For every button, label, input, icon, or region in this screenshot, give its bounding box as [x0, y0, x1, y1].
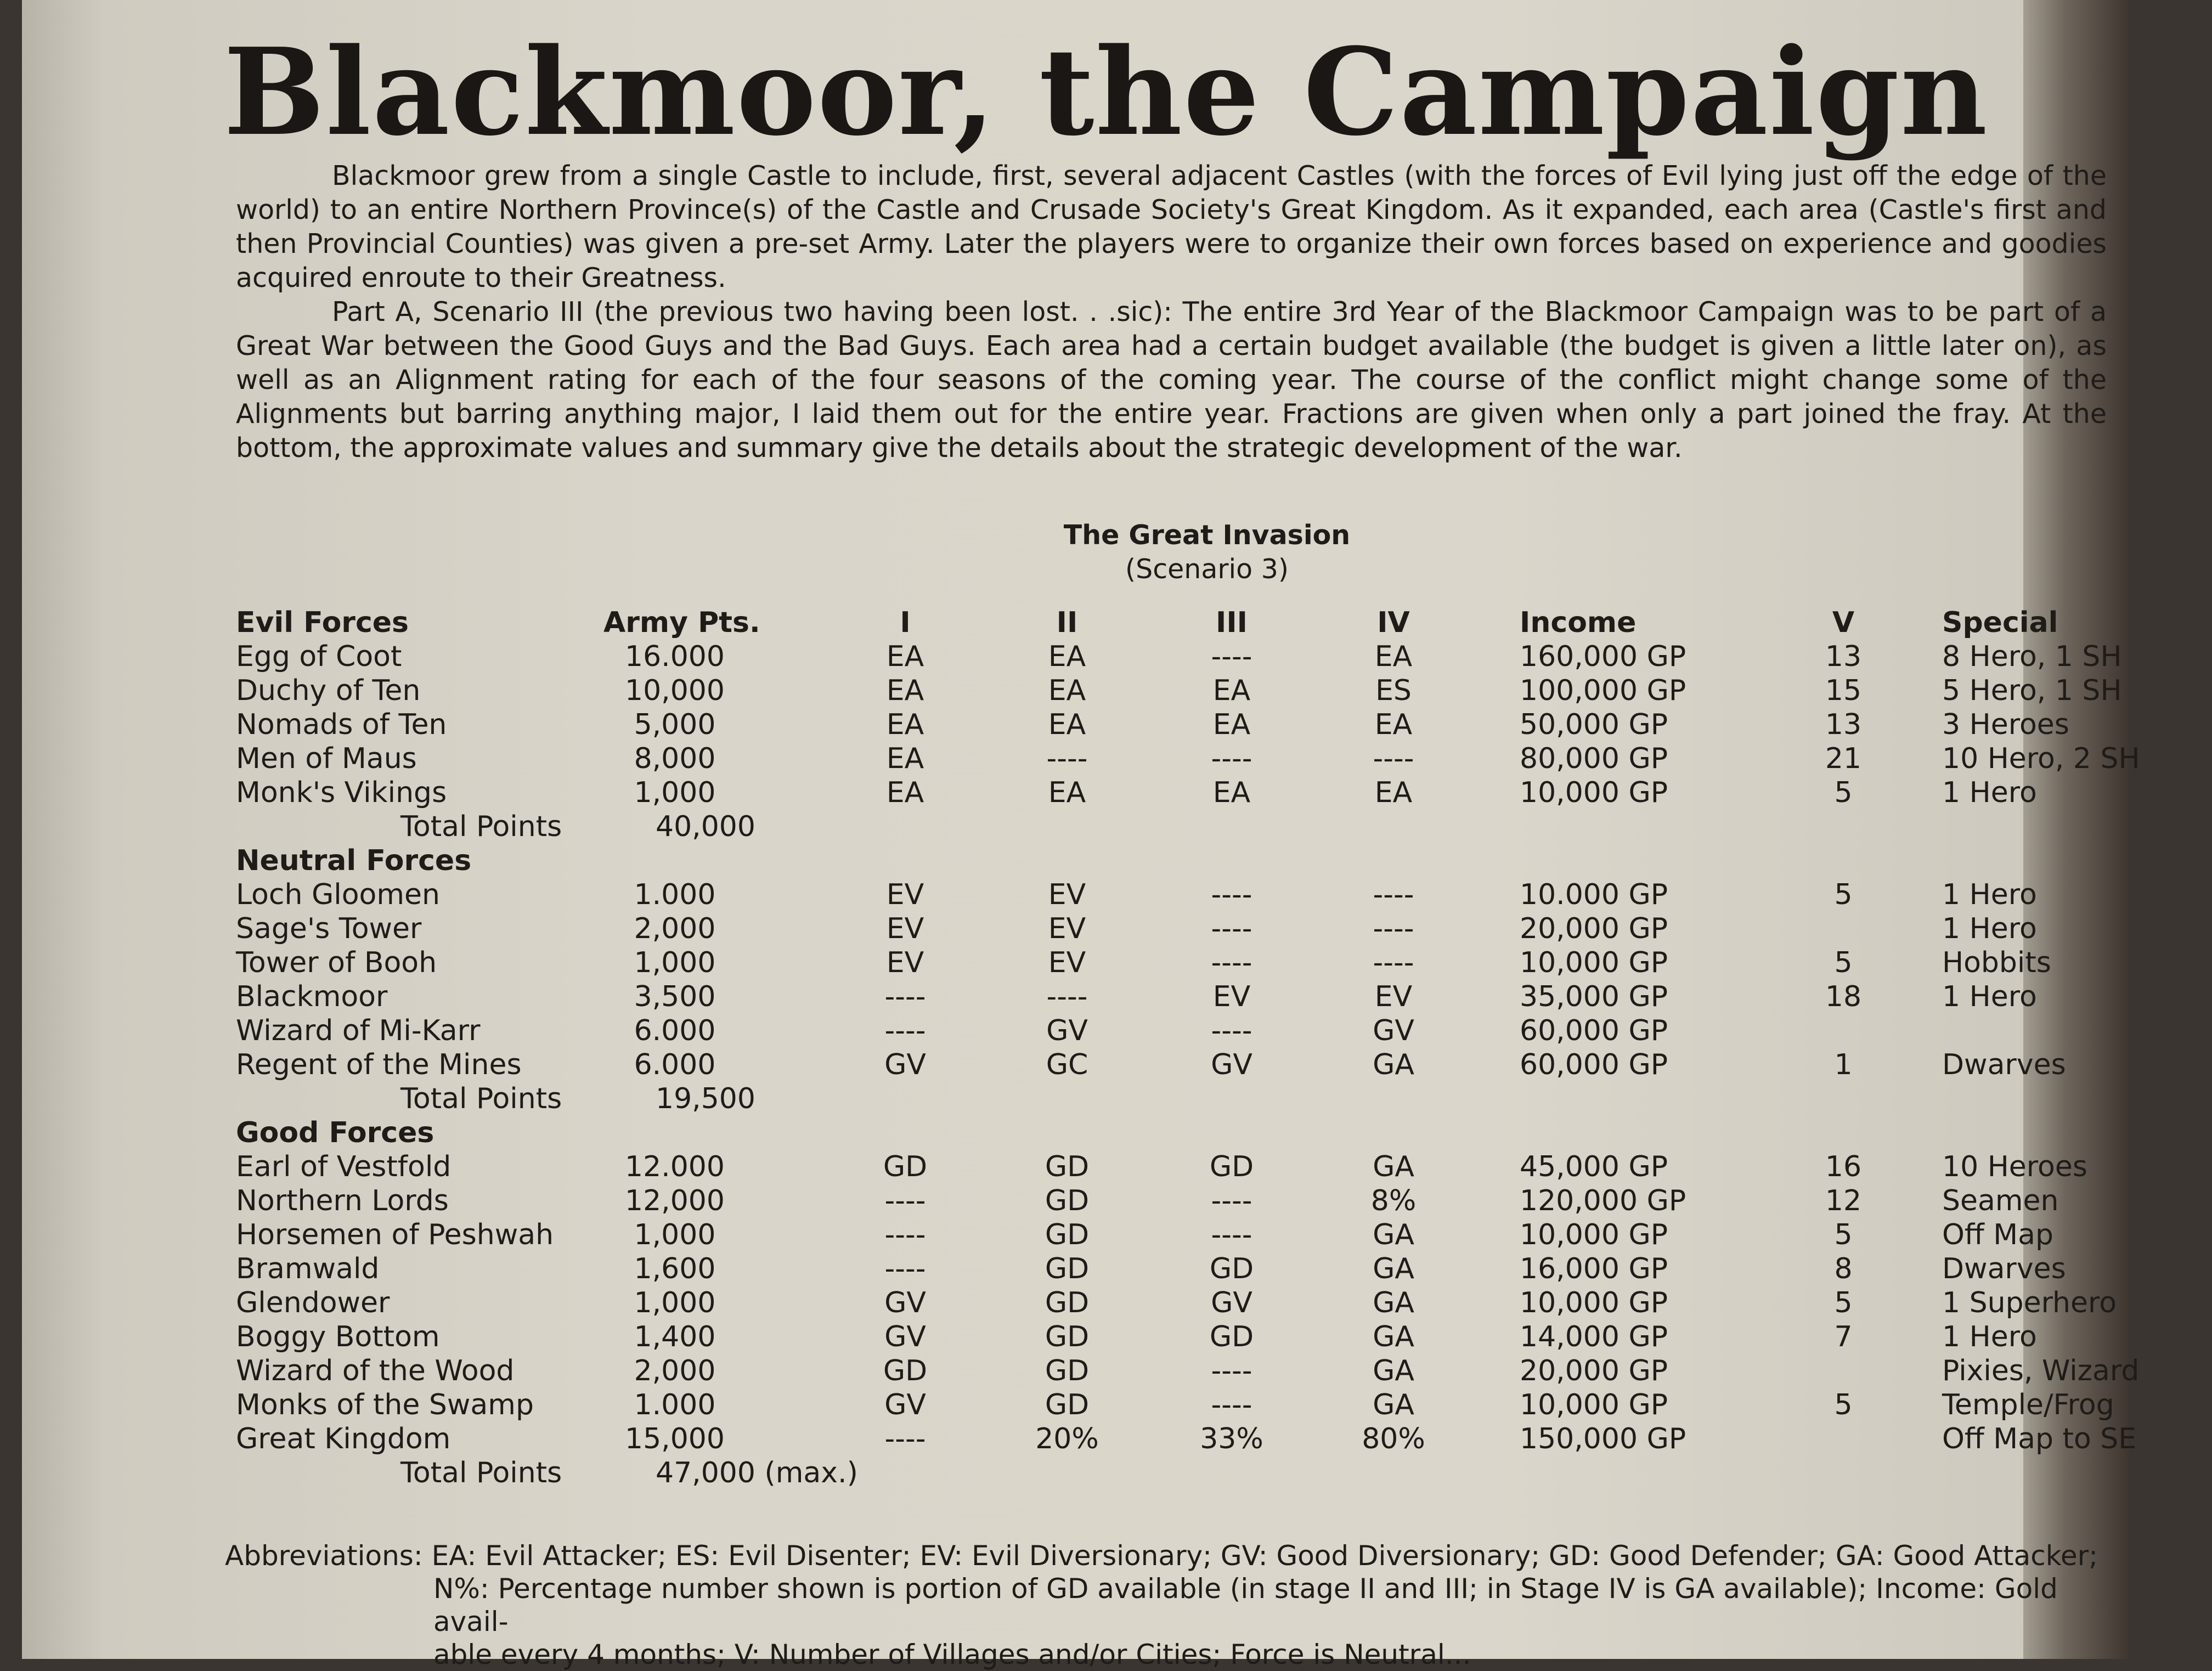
- cell-v: 13: [1825, 708, 1862, 741]
- cell-s2: 20%: [1035, 1422, 1099, 1455]
- cell-s2: GD: [1045, 1150, 1090, 1183]
- cell-s3: ----: [1211, 1388, 1252, 1421]
- cell-income: 80,000 GP: [1520, 742, 1668, 775]
- cell-income: 120,000 GP: [1520, 1184, 1686, 1217]
- cell-s3: ----: [1211, 912, 1252, 945]
- cell-army: 10,000: [625, 674, 725, 707]
- total-value: 19,500: [656, 1082, 755, 1115]
- cell-s4: GA: [1373, 1286, 1414, 1319]
- cell-name: Egg of Coot: [236, 640, 402, 673]
- cell-army: 1.000: [634, 1388, 716, 1421]
- cell-army: 5,000: [634, 708, 716, 741]
- cell-v: 7: [1834, 1320, 1853, 1353]
- cell-s3: GD: [1209, 1150, 1254, 1183]
- cell-v: 12: [1825, 1184, 1862, 1217]
- intro-paragraph: Part A, Scenario III (the previous two having been lost. . .sic): The entire 3rd Year of the Blackmoor Campaign was to be part of a Great War between the Good Guys and the Bad Guys. Each area had a certain budget available (the budget is given a little later on), as well as an Alignment rating for each of the four seasons of the coming year. The course of the conflict might change some of the Alignments but barring anything major, I laid them out for the entire year. Fractions are given when only a part joined the fray. At the bottom, the approximate values and summary give the details about the strategic development of the war.: [236, 296, 2107, 464]
- header-s4: IV: [1377, 606, 1410, 639]
- cell-s4: GV: [1373, 1014, 1414, 1047]
- cell-name: Horsemen of Peshwah: [236, 1218, 554, 1251]
- cell-income: 16,000 GP: [1520, 1252, 1668, 1285]
- cell-s4: 80%: [1362, 1422, 1425, 1455]
- cell-name: Boggy Bottom: [236, 1320, 440, 1353]
- cell-s4: EA: [1374, 640, 1413, 673]
- cell-s2: GD: [1045, 1320, 1090, 1353]
- cell-s1: EA: [886, 640, 924, 673]
- cell-s3: ----: [1211, 742, 1252, 775]
- cell-s3: 33%: [1200, 1422, 1263, 1455]
- cell-s3: EA: [1212, 708, 1251, 741]
- cell-special: 1 Hero: [1942, 980, 2037, 1013]
- cell-s2: GD: [1045, 1252, 1090, 1285]
- cell-s4: ----: [1373, 946, 1414, 979]
- cell-s4: ES: [1375, 674, 1412, 707]
- header-v: V: [1832, 606, 1855, 639]
- page-title: Blackmoor, the Campaign: [223, 22, 1989, 162]
- cell-s1: ----: [884, 1422, 926, 1455]
- abbreviations-line: Abbreviations: EA: Evil Attacker; ES: Evil Disenter; EV: Evil Diversionary; GV: Good Diversionary; GD: Good Defender; GA: Good Attacker;: [225, 1540, 2098, 1572]
- cell-s2: EV: [1048, 946, 1086, 979]
- cell-army: 12,000: [625, 1184, 725, 1217]
- cell-s1: ----: [884, 1252, 926, 1285]
- cell-s4: GA: [1373, 1218, 1414, 1251]
- cell-s3: GV: [1211, 1048, 1252, 1081]
- cell-s3: ----: [1211, 1354, 1252, 1387]
- cell-army: 6.000: [634, 1014, 716, 1047]
- cell-special: Hobbits: [1942, 946, 2051, 979]
- header-special: Special: [1942, 606, 2058, 639]
- cell-s4: GA: [1373, 1048, 1414, 1081]
- cell-income: 20,000 GP: [1520, 912, 1668, 945]
- cell-v: 16: [1825, 1150, 1862, 1183]
- header-s2: II: [1056, 606, 1078, 639]
- cell-income: 10,000 GP: [1520, 1286, 1668, 1319]
- header-s3: III: [1215, 606, 1248, 639]
- cell-s1: EA: [886, 708, 924, 741]
- cell-s1: EV: [886, 946, 924, 979]
- header-s1: I: [900, 606, 911, 639]
- cell-s2: EA: [1048, 640, 1086, 673]
- cell-income: 20,000 GP: [1520, 1354, 1668, 1387]
- cell-s2: GD: [1045, 1218, 1090, 1251]
- cell-special: 10 Heroes: [1942, 1150, 2087, 1183]
- cell-s1: EV: [886, 878, 924, 911]
- cell-v: 5: [1834, 776, 1853, 809]
- abbreviations-line: able every 4 months; V: Number of Villages and/or Cities; Force is Neutral...: [433, 1639, 1471, 1670]
- cell-income: 14,000 GP: [1520, 1320, 1668, 1353]
- cell-income: 10,000 GP: [1520, 1388, 1668, 1421]
- cell-s2: GD: [1045, 1388, 1090, 1421]
- cell-name: Great Kingdom: [236, 1422, 451, 1455]
- cell-v: 5: [1834, 1388, 1853, 1421]
- cell-s3: ----: [1211, 1184, 1252, 1217]
- cell-s1: GD: [883, 1150, 928, 1183]
- cell-s3: ----: [1211, 1014, 1252, 1047]
- cell-special: Temple/Frog: [1942, 1388, 2114, 1421]
- cell-s2: EA: [1048, 674, 1086, 707]
- total-value: 40,000: [656, 810, 755, 843]
- cell-s4: GA: [1373, 1320, 1414, 1353]
- cell-s1: GV: [884, 1388, 926, 1421]
- cell-s3: EA: [1212, 674, 1251, 707]
- cell-special: Off Map: [1942, 1218, 2054, 1251]
- cell-s2: GD: [1045, 1354, 1090, 1387]
- cell-s3: ----: [1211, 946, 1252, 979]
- cell-s1: EA: [886, 742, 924, 775]
- cell-army: 1,000: [634, 1286, 716, 1319]
- header-income: Income: [1520, 606, 1637, 639]
- cell-name: Sage's Tower: [236, 912, 422, 945]
- cell-name: Regent of the Mines: [236, 1048, 522, 1081]
- total-label: Total Points: [400, 1082, 562, 1115]
- cell-special: Off Map to SE: [1942, 1422, 2137, 1455]
- cell-s1: GV: [884, 1048, 926, 1081]
- cell-s1: ----: [884, 980, 926, 1013]
- cell-s1: EA: [886, 776, 924, 809]
- cell-income: 35,000 GP: [1520, 980, 1668, 1013]
- cell-s1: ----: [884, 1014, 926, 1047]
- cell-s3: ----: [1211, 1218, 1252, 1251]
- cell-army: 2,000: [634, 1354, 716, 1387]
- cell-special: Dwarves: [1942, 1048, 2066, 1081]
- cell-s3: ----: [1211, 878, 1252, 911]
- cell-v: 21: [1825, 742, 1862, 775]
- cell-army: 15,000: [625, 1422, 725, 1455]
- cell-s1: GD: [883, 1354, 928, 1387]
- cell-v: 5: [1834, 946, 1853, 979]
- cell-s1: EV: [886, 912, 924, 945]
- cell-name: Monks of the Swamp: [236, 1388, 534, 1421]
- cell-s4: GA: [1373, 1354, 1414, 1387]
- cell-army: 12.000: [625, 1150, 725, 1183]
- cell-s1: GV: [884, 1320, 926, 1353]
- cell-s4: EA: [1374, 776, 1413, 809]
- header-army: Army Pts.: [603, 606, 760, 639]
- total-label: Total Points: [400, 1457, 562, 1489]
- section-label: Good Forces: [236, 1116, 435, 1149]
- cell-s3: GD: [1209, 1320, 1254, 1353]
- cell-s2: GC: [1046, 1048, 1088, 1081]
- cell-name: Nomads of Ten: [236, 708, 447, 741]
- cell-s2: ----: [1046, 980, 1088, 1013]
- cell-s4: ----: [1373, 742, 1414, 775]
- cell-special: 5 Hero, 1 SH: [1942, 674, 2122, 707]
- cell-special: 1 Superhero: [1942, 1286, 2117, 1319]
- cell-s4: EV: [1374, 980, 1413, 1013]
- cell-v: 13: [1825, 640, 1862, 673]
- cell-army: 1,000: [634, 776, 716, 809]
- cell-income: 50,000 GP: [1520, 708, 1668, 741]
- cell-army: 6.000: [634, 1048, 716, 1081]
- cell-s2: EA: [1048, 776, 1086, 809]
- cell-s3: GD: [1209, 1252, 1254, 1285]
- table-title: The Great Invasion: [1063, 520, 1351, 551]
- header-name: Evil Forces: [236, 606, 409, 639]
- cell-special: 1 Hero: [1942, 912, 2037, 945]
- cell-special: Pixies, Wizard: [1942, 1354, 2140, 1387]
- cell-special: 1 Hero: [1942, 776, 2037, 809]
- cell-s3: ----: [1211, 640, 1252, 673]
- cell-s4: GA: [1373, 1150, 1414, 1183]
- cell-s1: ----: [884, 1218, 926, 1251]
- cell-s4: GA: [1373, 1388, 1414, 1421]
- cell-army: 1,000: [634, 1218, 716, 1251]
- cell-s1: GV: [884, 1286, 926, 1319]
- cell-army: 2,000: [634, 912, 716, 945]
- cell-name: Men of Maus: [236, 742, 417, 775]
- cell-special: Dwarves: [1942, 1252, 2066, 1285]
- cell-income: 100,000 GP: [1520, 674, 1686, 707]
- cell-name: Tower of Booh: [236, 946, 437, 979]
- cell-income: 10,000 GP: [1520, 1218, 1668, 1251]
- cell-s2: GD: [1045, 1286, 1090, 1319]
- cell-army: 1,400: [634, 1320, 716, 1353]
- cell-name: Duchy of Ten: [236, 674, 421, 707]
- cell-s3: EV: [1212, 980, 1251, 1013]
- cell-s4: ----: [1373, 878, 1414, 911]
- cell-s2: GV: [1046, 1014, 1088, 1047]
- cell-army: 8,000: [634, 742, 716, 775]
- cell-army: 3,500: [634, 980, 716, 1013]
- intro-text: [236, 159, 2107, 465]
- cell-s4: GA: [1373, 1252, 1414, 1285]
- cell-name: Blackmoor: [236, 980, 388, 1013]
- cell-name: Glendower: [236, 1286, 390, 1319]
- cell-v: 5: [1834, 1286, 1853, 1319]
- cell-income: 10,000 GP: [1520, 776, 1668, 809]
- cell-s2: GD: [1045, 1184, 1090, 1217]
- cell-army: 1.000: [634, 878, 716, 911]
- cell-name: Earl of Vestfold: [236, 1150, 452, 1183]
- cell-v: 15: [1825, 674, 1862, 707]
- cell-s2: EV: [1048, 912, 1086, 945]
- cell-name: Monk's Vikings: [236, 776, 447, 809]
- cell-s1: ----: [884, 1184, 926, 1217]
- cell-name: Bramwald: [236, 1252, 380, 1285]
- cell-s1: EA: [886, 674, 924, 707]
- cell-s4: ----: [1373, 912, 1414, 945]
- section-label: Neutral Forces: [236, 844, 472, 877]
- total-label: Total Points: [400, 810, 562, 843]
- cell-income: 160,000 GP: [1520, 640, 1686, 673]
- cell-s3: EA: [1212, 776, 1251, 809]
- cell-income: 60,000 GP: [1520, 1048, 1668, 1081]
- abbreviations-note: [225, 1539, 2107, 1671]
- cell-s4: 8%: [1370, 1184, 1417, 1217]
- cell-name: Wizard of the Wood: [236, 1354, 515, 1387]
- cell-income: 10,000 GP: [1520, 946, 1668, 979]
- cell-v: 5: [1834, 878, 1853, 911]
- cell-income: 150,000 GP: [1520, 1422, 1686, 1455]
- cell-income: 45,000 GP: [1520, 1150, 1668, 1183]
- table-subtitle: (Scenario 3): [1125, 554, 1289, 585]
- cell-s3: GV: [1211, 1286, 1252, 1319]
- cell-special: 10 Hero, 2 SH: [1942, 742, 2140, 775]
- abbreviations-line: N%: Percentage number shown is portion of GD available (in stage II and III; in Stage IV is GA available); Income: Gold avail-: [433, 1573, 2058, 1638]
- cell-v: 5: [1834, 1218, 1853, 1251]
- cell-special: 1 Hero: [1942, 1320, 2037, 1353]
- cell-income: 60,000 GP: [1520, 1014, 1668, 1047]
- cell-army: 16.000: [625, 640, 725, 673]
- cell-special: 3 Heroes: [1942, 708, 2069, 741]
- cell-special: 1 Hero: [1942, 878, 2037, 911]
- cell-income: 10.000 GP: [1520, 878, 1668, 911]
- intro-paragraph: Blackmoor grew from a single Castle to include, first, several adjacent Castles (with the forces of Evil lying just off the edge of the world) to an entire Northern Province(s) of the Castle and Crusade Society's Great Kingdom. As it expanded, each area (Castle's first and then Provincial Counties) was given a pre-set Army. Later the players were to organize their own forces based on experience and goodies acquired enroute to their Greatness.: [236, 160, 2107, 293]
- cell-name: Wizard of Mi-Karr: [236, 1014, 481, 1047]
- cell-s4: EA: [1374, 708, 1413, 741]
- cell-s2: ----: [1046, 742, 1088, 775]
- cell-special: Seamen: [1942, 1184, 2059, 1217]
- cell-s2: EV: [1048, 878, 1086, 911]
- cell-name: Northern Lords: [236, 1184, 449, 1217]
- total-value: 47,000 (max.): [656, 1457, 858, 1489]
- cell-name: Loch Gloomen: [236, 878, 440, 911]
- cell-v: 1: [1834, 1048, 1853, 1081]
- cell-army: 1,600: [634, 1252, 716, 1285]
- cell-s2: EA: [1048, 708, 1086, 741]
- table-caption: [988, 518, 1426, 586]
- cell-v: 8: [1834, 1252, 1853, 1285]
- cell-v: 18: [1825, 980, 1862, 1013]
- cell-army: 1,000: [634, 946, 716, 979]
- cell-special: 8 Hero, 1 SH: [1942, 640, 2122, 673]
